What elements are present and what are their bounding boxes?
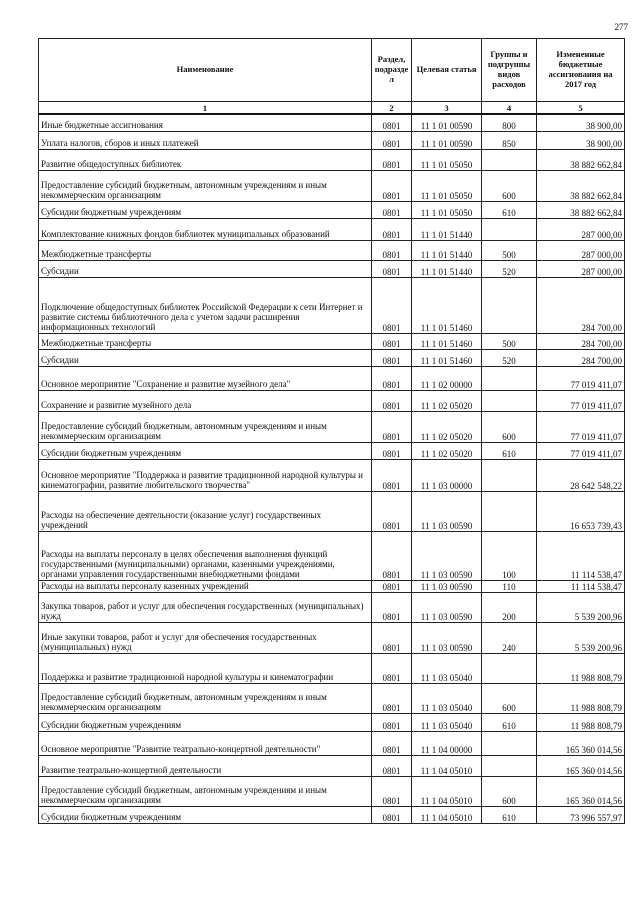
row-group: 500 (482, 333, 537, 349)
row-amount: 77 019 411,07 (537, 411, 625, 442)
row-section: 0801 (372, 459, 412, 491)
header-row (39, 39, 625, 102)
table-row (39, 653, 625, 683)
row-name: Субсидии (39, 349, 372, 366)
header-amount: Измененные бюджетные ассигнования на 2017 год (537, 39, 625, 102)
row-target: 11 1 03 05040 (412, 713, 482, 731)
row-name: Расходы на выплаты персоналу в целях обеспечения выполнения функций государственными (муниципальными) органами, казенными учреждениями, органами управления государственными внебюджетными фондами (39, 531, 372, 580)
row-target: 11 1 01 51440 (412, 218, 482, 240)
row-amount: 284 700,00 (537, 333, 625, 349)
row-section: 0801 (372, 622, 412, 653)
table-row (39, 683, 625, 713)
row-section: 0801 (372, 149, 412, 170)
row-target: 11 1 03 00000 (412, 459, 482, 491)
row-target: 11 1 02 05020 (412, 390, 482, 411)
row-target: 11 1 04 05010 (412, 806, 482, 823)
row-section: 0801 (372, 580, 412, 592)
row-amount: 73 996 557,97 (537, 806, 625, 823)
row-target: 11 1 03 00590 (412, 592, 482, 622)
row-target: 11 1 02 05020 (412, 411, 482, 442)
table-row (39, 149, 625, 170)
row-name: Иные бюджетные ассигнования (39, 114, 372, 131)
row-group (482, 459, 537, 491)
row-amount: 77 019 411,07 (537, 390, 625, 411)
table-row (39, 776, 625, 806)
row-target: 11 1 01 05050 (412, 170, 482, 201)
table-row (39, 333, 625, 349)
row-section: 0801 (372, 531, 412, 580)
row-name: Уплата налогов, сборов и иных платежей (39, 131, 372, 149)
row-group: 520 (482, 260, 537, 277)
budget-table (38, 38, 625, 824)
row-name: Расходы на выплаты персоналу казенных учреждений (39, 580, 372, 592)
row-section: 0801 (372, 491, 412, 531)
header-section: Раздел, подразде л (372, 39, 412, 102)
row-target: 11 1 03 05040 (412, 653, 482, 683)
row-amount: 287 000,00 (537, 240, 625, 260)
row-amount: 38 900,00 (537, 114, 625, 131)
row-section: 0801 (372, 683, 412, 713)
row-group (482, 366, 537, 390)
row-section: 0801 (372, 442, 412, 459)
table-row (39, 240, 625, 260)
row-name: Подключение общедоступных библиотек Российской Федерации к сети Интернет и развитие системы библиотечного дела с учетом задачи расширения информационных технологий (39, 277, 372, 333)
table-row (39, 114, 625, 131)
row-name: Развитие театрально-концертной деятельности (39, 755, 372, 776)
column-number: 2 (372, 102, 412, 115)
row-name: Поддержка и развитие традиционной народной культуры и кинематографии (39, 653, 372, 683)
row-target: 11 1 03 00590 (412, 491, 482, 531)
row-amount: 287 000,00 (537, 260, 625, 277)
row-amount: 11 988 808,79 (537, 683, 625, 713)
row-name: Субсидии бюджетным учреждениям (39, 442, 372, 459)
row-group (482, 218, 537, 240)
row-target: 11 1 01 00590 (412, 114, 482, 131)
row-name: Закупка товаров, работ и услуг для обеспечения государственных (муниципальных) нужд (39, 592, 372, 622)
table-row (39, 580, 625, 592)
row-section: 0801 (372, 806, 412, 823)
row-group: 100 (482, 531, 537, 580)
row-name: Межбюджетные трансферты (39, 333, 372, 349)
table-body (39, 114, 625, 823)
row-group: 610 (482, 201, 537, 218)
row-section: 0801 (372, 653, 412, 683)
row-amount: 77 019 411,07 (537, 366, 625, 390)
row-group (482, 653, 537, 683)
table-row (39, 260, 625, 277)
row-amount: 5 539 200,96 (537, 592, 625, 622)
row-name: Предоставление субсидий бюджетным, автономным учреждениям и иным некоммерческим организациям (39, 683, 372, 713)
row-target: 11 1 01 00590 (412, 131, 482, 149)
row-target: 11 1 01 51460 (412, 277, 482, 333)
row-name: Межбюджетные трансферты (39, 240, 372, 260)
row-amount: 284 700,00 (537, 277, 625, 333)
table-row (39, 442, 625, 459)
row-group (482, 755, 537, 776)
table-row (39, 349, 625, 366)
row-name: Предоставление субсидий бюджетным, автономным учреждениям и иным некоммерческим организациям (39, 170, 372, 201)
row-section: 0801 (372, 170, 412, 201)
table-row (39, 390, 625, 411)
row-amount: 165 360 014,56 (537, 776, 625, 806)
table-row (39, 491, 625, 531)
row-group: 610 (482, 806, 537, 823)
row-group: 600 (482, 170, 537, 201)
row-target: 11 1 03 05040 (412, 683, 482, 713)
row-amount: 38 882 662,84 (537, 170, 625, 201)
table-row (39, 592, 625, 622)
row-section: 0801 (372, 776, 412, 806)
row-group: 850 (482, 131, 537, 149)
row-section: 0801 (372, 218, 412, 240)
row-section: 0801 (372, 333, 412, 349)
row-target: 11 1 01 05050 (412, 149, 482, 170)
row-section: 0801 (372, 592, 412, 622)
column-number: 5 (537, 102, 625, 115)
row-group: 600 (482, 411, 537, 442)
row-group: 240 (482, 622, 537, 653)
table-row (39, 713, 625, 731)
row-name: Иные закупки товаров, работ и услуг для обеспечения государственных (муниципальных) нужд (39, 622, 372, 653)
row-amount: 38 882 662,84 (537, 149, 625, 170)
table-row (39, 531, 625, 580)
row-amount: 28 642 548,22 (537, 459, 625, 491)
row-group (482, 491, 537, 531)
row-target: 11 1 03 00590 (412, 531, 482, 580)
row-group: 520 (482, 349, 537, 366)
row-name: Расходы на обеспечение деятельности (оказание услуг) государственных учреждений (39, 491, 372, 531)
header-target: Целевая статья (412, 39, 482, 102)
row-section: 0801 (372, 277, 412, 333)
row-amount: 165 360 014,56 (537, 755, 625, 776)
row-target: 11 1 01 51460 (412, 333, 482, 349)
row-amount: 11 988 808,79 (537, 653, 625, 683)
header-groups: Группы и подгруппы видов расходов (482, 39, 537, 102)
table-row (39, 755, 625, 776)
page-number: 277 (614, 22, 628, 32)
row-group (482, 277, 537, 333)
table-row (39, 731, 625, 755)
row-section: 0801 (372, 411, 412, 442)
row-section: 0801 (372, 114, 412, 131)
table-row (39, 277, 625, 333)
row-target: 11 1 01 51460 (412, 349, 482, 366)
row-section: 0801 (372, 260, 412, 277)
column-number: 4 (482, 102, 537, 115)
row-name: Основное мероприятие "Сохранение и развитие музейного дела" (39, 366, 372, 390)
row-name: Предоставление субсидий бюджетным, автономным учреждениям и иным некоммерческим организациям (39, 776, 372, 806)
table-row (39, 366, 625, 390)
table-row (39, 459, 625, 491)
row-name: Комплектование книжных фондов библиотек муниципальных образований (39, 218, 372, 240)
row-target: 11 1 01 51440 (412, 260, 482, 277)
row-target: 11 1 02 00000 (412, 366, 482, 390)
row-group (482, 149, 537, 170)
row-section: 0801 (372, 366, 412, 390)
table-row (39, 131, 625, 149)
row-amount: 11 114 538,47 (537, 580, 625, 592)
row-group: 600 (482, 683, 537, 713)
table-row (39, 622, 625, 653)
row-name: Развитие общедоступных библиотек (39, 149, 372, 170)
table-row (39, 806, 625, 823)
row-section: 0801 (372, 390, 412, 411)
row-group (482, 731, 537, 755)
row-name: Предоставление субсидий бюджетным, автономным учреждениям и иным некоммерческим организациям (39, 411, 372, 442)
row-amount: 38 882 662,84 (537, 201, 625, 218)
row-target: 11 1 01 05050 (412, 201, 482, 218)
row-target: 11 1 01 51440 (412, 240, 482, 260)
row-amount: 5 539 200,96 (537, 622, 625, 653)
table-row (39, 411, 625, 442)
row-target: 11 1 04 05010 (412, 776, 482, 806)
row-name: Сохранение и развитие музейного дела (39, 390, 372, 411)
row-name: Основное мероприятие "Поддержка и развитие традиционной народной культуры и кинематографии, развитие любительского творчества" (39, 459, 372, 491)
row-section: 0801 (372, 240, 412, 260)
table-row (39, 170, 625, 201)
row-name: Субсидии бюджетным учреждениям (39, 713, 372, 731)
row-target: 11 1 03 00590 (412, 622, 482, 653)
row-amount: 165 360 014,56 (537, 731, 625, 755)
row-group: 200 (482, 592, 537, 622)
row-group (482, 390, 537, 411)
row-name: Субсидии (39, 260, 372, 277)
row-section: 0801 (372, 755, 412, 776)
row-group: 610 (482, 442, 537, 459)
row-section: 0801 (372, 131, 412, 149)
row-section: 0801 (372, 201, 412, 218)
table-row (39, 201, 625, 218)
row-amount: 284 700,00 (537, 349, 625, 366)
column-number-row (39, 102, 625, 115)
row-amount: 38 900,00 (537, 131, 625, 149)
row-section: 0801 (372, 713, 412, 731)
column-number: 1 (39, 102, 372, 115)
row-section: 0801 (372, 349, 412, 366)
row-name: Субсидии бюджетным учреждениям (39, 806, 372, 823)
row-target: 11 1 03 00590 (412, 580, 482, 592)
row-name: Основное мероприятие "Развитие театрально-концертной деятельности" (39, 731, 372, 755)
row-target: 11 1 04 00000 (412, 731, 482, 755)
table-row (39, 218, 625, 240)
row-amount: 287 000,00 (537, 218, 625, 240)
row-amount: 11 114 538,47 (537, 531, 625, 580)
row-group: 500 (482, 240, 537, 260)
column-number: 3 (412, 102, 482, 115)
row-section: 0801 (372, 731, 412, 755)
row-group: 610 (482, 713, 537, 731)
row-group: 600 (482, 776, 537, 806)
row-name: Субсидии бюджетным учреждениям (39, 201, 372, 218)
row-amount: 11 988 808,79 (537, 713, 625, 731)
row-target: 11 1 02 05020 (412, 442, 482, 459)
row-amount: 16 653 739,43 (537, 491, 625, 531)
header-name: Наименование (39, 39, 372, 102)
row-amount: 77 019 411,07 (537, 442, 625, 459)
row-group: 110 (482, 580, 537, 592)
row-group: 800 (482, 114, 537, 131)
row-target: 11 1 04 05010 (412, 755, 482, 776)
